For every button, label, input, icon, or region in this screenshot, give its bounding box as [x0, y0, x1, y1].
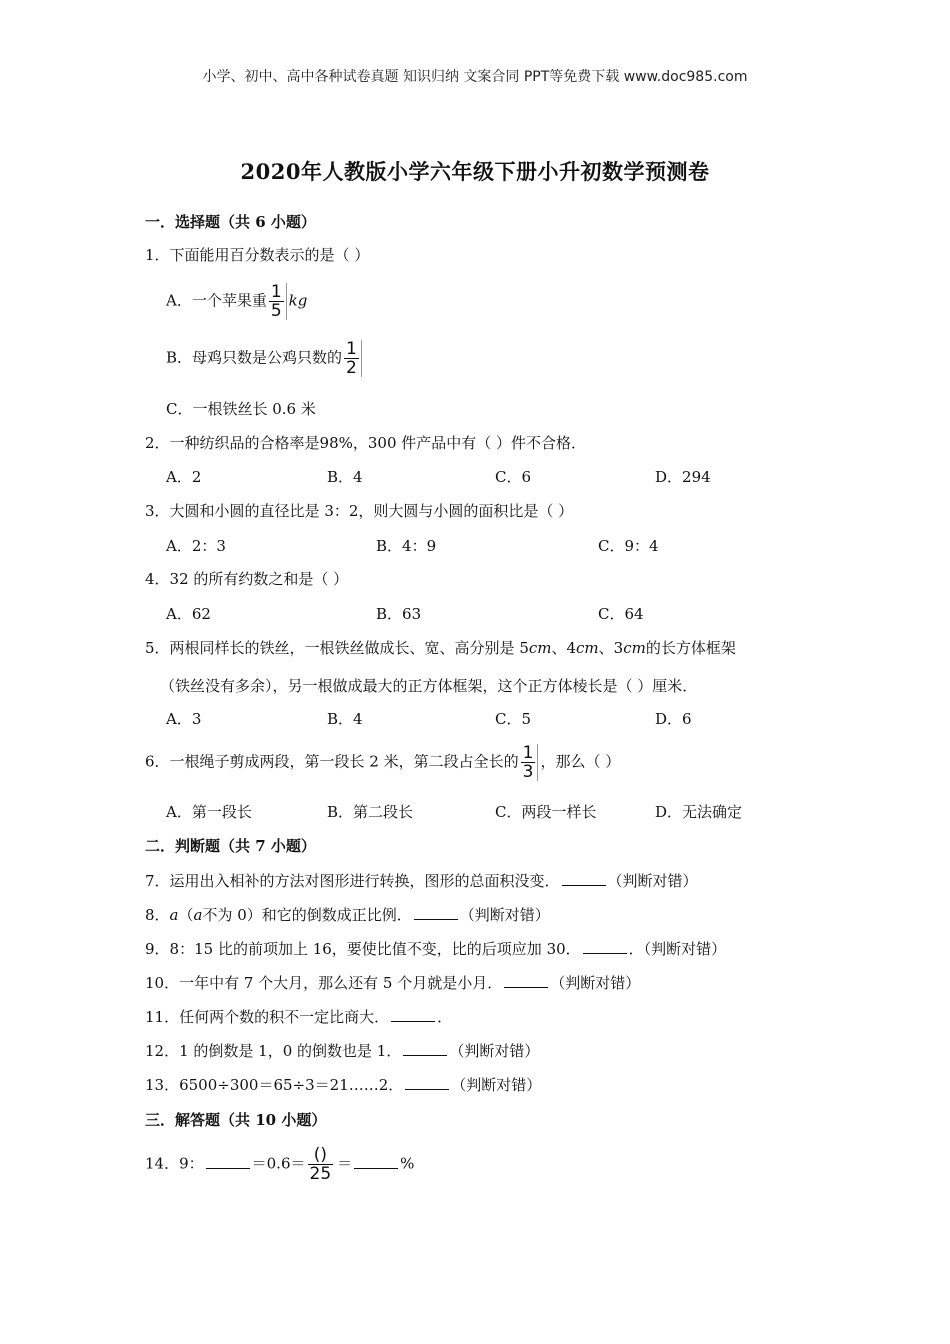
question-5-option-d: D．6	[655, 710, 692, 728]
stem-text: 、4	[551, 639, 577, 657]
question-1-stem: 1．下面能用百分数表示的是（ ）	[145, 246, 370, 264]
question-4-option-c: C．64	[598, 605, 644, 623]
denominator: 25	[309, 1164, 332, 1184]
numerator: 1	[270, 282, 282, 302]
stem-text: 5．两根同样长的铁丝，一根铁丝做成长、宽、高分别是 5	[145, 639, 529, 657]
question-10	[145, 973, 640, 993]
question-7	[145, 871, 698, 891]
stem-text: （判断对错）	[607, 872, 698, 890]
question-2-stem: 2．一种纺织品的合格率是98%，300 件产品中有（ ）件不合格．	[145, 434, 587, 452]
question-5-option-a: A．3	[166, 710, 202, 728]
answer-blank[interactable]	[414, 905, 458, 920]
answer-blank[interactable]	[583, 939, 627, 954]
question-6-option-a: A．第一段长	[166, 803, 252, 821]
question-9	[145, 939, 726, 959]
question-4-option-a: A．62	[166, 605, 211, 623]
question-6-option-d: D．无法确定	[655, 803, 743, 821]
stem-text: （判断对错）	[550, 974, 641, 992]
question-6-option-b: B．第二段长	[327, 803, 414, 821]
question-12	[145, 1041, 539, 1061]
answer-blank[interactable]	[403, 1041, 447, 1056]
question-1-option-b	[166, 340, 364, 377]
numerator: 1	[346, 339, 357, 359]
question-2-option-b: B．4	[327, 468, 363, 486]
question-3-option-b: B．4：9	[376, 537, 437, 555]
fraction	[521, 744, 539, 781]
fraction	[269, 283, 287, 320]
question-4-option-b: B．63	[376, 605, 422, 623]
question-14	[145, 1146, 414, 1183]
unit: cm	[576, 639, 599, 657]
question-3-option-c: C．9：4	[598, 537, 659, 555]
stem-text: 8．	[145, 906, 170, 924]
stem-text: 10．一年中有 7 个大月，那么还有 5 个月就是小月．	[145, 974, 503, 992]
numerator: 1	[522, 743, 534, 763]
stem-text: 6．一根绳子剪成两段，第一段长 2 米，第二段占全长的	[145, 752, 519, 771]
question-5-option-b: B．4	[327, 710, 363, 728]
stem-text: 的长方体框架	[645, 639, 736, 657]
question-5-stem-line-1	[145, 638, 736, 658]
stem-text: 13．6500÷300＝65÷3＝21……2．	[145, 1076, 404, 1094]
question-2-option-c: C．6	[495, 468, 532, 486]
stem-text: （判断对错）	[449, 1042, 540, 1060]
stem-text: ＝0.6＝	[251, 1154, 306, 1173]
question-8	[145, 905, 550, 925]
option-b-text: B．母鸡只数是公鸡只数的	[166, 348, 343, 367]
section-heading-judgement: 二．判断题（共 7 小题）	[145, 837, 316, 855]
denominator: 3	[522, 762, 534, 782]
fraction	[344, 340, 362, 377]
stem-text: 7．运用出入相补的方法对图形进行转换，图形的总面积没变．	[145, 872, 560, 890]
unit: cm	[528, 639, 552, 657]
variable: a	[193, 906, 203, 924]
stem-text: 、3	[598, 639, 624, 657]
stem-text: （判断对错）	[451, 1076, 542, 1094]
question-13	[145, 1075, 541, 1095]
option-a-text: A．一个苹果重	[166, 291, 267, 310]
question-5-option-c: C．5	[495, 710, 532, 728]
section-heading-solve: 三．解答题（共 10 小题）	[145, 1111, 327, 1129]
question-2-option-d: D．294	[655, 468, 711, 486]
stem-text: ，那么（ ）	[540, 752, 621, 771]
unit-kg: kg	[288, 291, 308, 310]
numerator: ()	[308, 1146, 334, 1165]
stem-text: ．（判断对错）	[628, 940, 727, 958]
answer-blank[interactable]	[504, 973, 548, 988]
question-3-option-a: A．2：3	[166, 537, 226, 555]
question-6-stem	[145, 744, 620, 781]
stem-text: 不为 0）和它的倒数成正比例．	[202, 906, 412, 924]
header-banner: 小学、初中、高中各种试卷真题 知识归纳 文案合同 PPT等免费下载 www.doc985.com	[202, 69, 748, 85]
unit: cm	[623, 639, 646, 657]
stem-text: ．	[437, 1008, 453, 1026]
section-heading-choice: 一．选择题（共 6 小题）	[145, 213, 316, 231]
question-1-option-c: C．一根铁丝长 0.6 米	[166, 400, 316, 418]
stem-text: 9．8：15 比的前项加上 16，要使比值不变，比的后项应加 30．	[145, 940, 581, 958]
question-6-option-c: C．两段一样长	[495, 803, 597, 821]
stem-text: （	[178, 906, 194, 924]
page-title: 2020年人教版小学六年级下册小升初数学预测卷	[240, 159, 710, 184]
answer-blank[interactable]	[354, 1154, 398, 1169]
denominator: 5	[270, 301, 282, 321]
question-4-stem: 4．32 的所有约数之和是（ ）	[145, 570, 349, 588]
stem-text: 12．1 的倒数是 1，0 的倒数也是 1．	[145, 1042, 402, 1060]
question-11	[145, 1007, 452, 1027]
question-1-option-a	[166, 283, 307, 320]
stem-text: ＝	[337, 1154, 353, 1173]
denominator: 2	[346, 358, 357, 378]
answer-blank[interactable]	[562, 871, 606, 886]
fraction	[308, 1146, 336, 1183]
answer-blank[interactable]	[405, 1075, 449, 1090]
answer-blank[interactable]	[391, 1007, 435, 1022]
question-2-option-a: A．2	[166, 468, 202, 486]
stem-text: %	[400, 1154, 415, 1173]
variable: a	[169, 906, 179, 924]
answer-blank[interactable]	[206, 1154, 250, 1169]
stem-text: （判断对错）	[459, 906, 550, 924]
stem-text: 14．9：	[145, 1154, 204, 1173]
question-5-stem-line-2: （铁丝没有多余），另一根做成最大的正方体框架，这个正方体棱长是（ ）厘米．	[160, 677, 698, 695]
stem-text: 11．任何两个数的积不一定比商大．	[145, 1008, 390, 1026]
question-3-stem: 3．大圆和小圆的直径比是 3：2，则大圆与小圆的面积比是（ ）	[145, 502, 574, 520]
